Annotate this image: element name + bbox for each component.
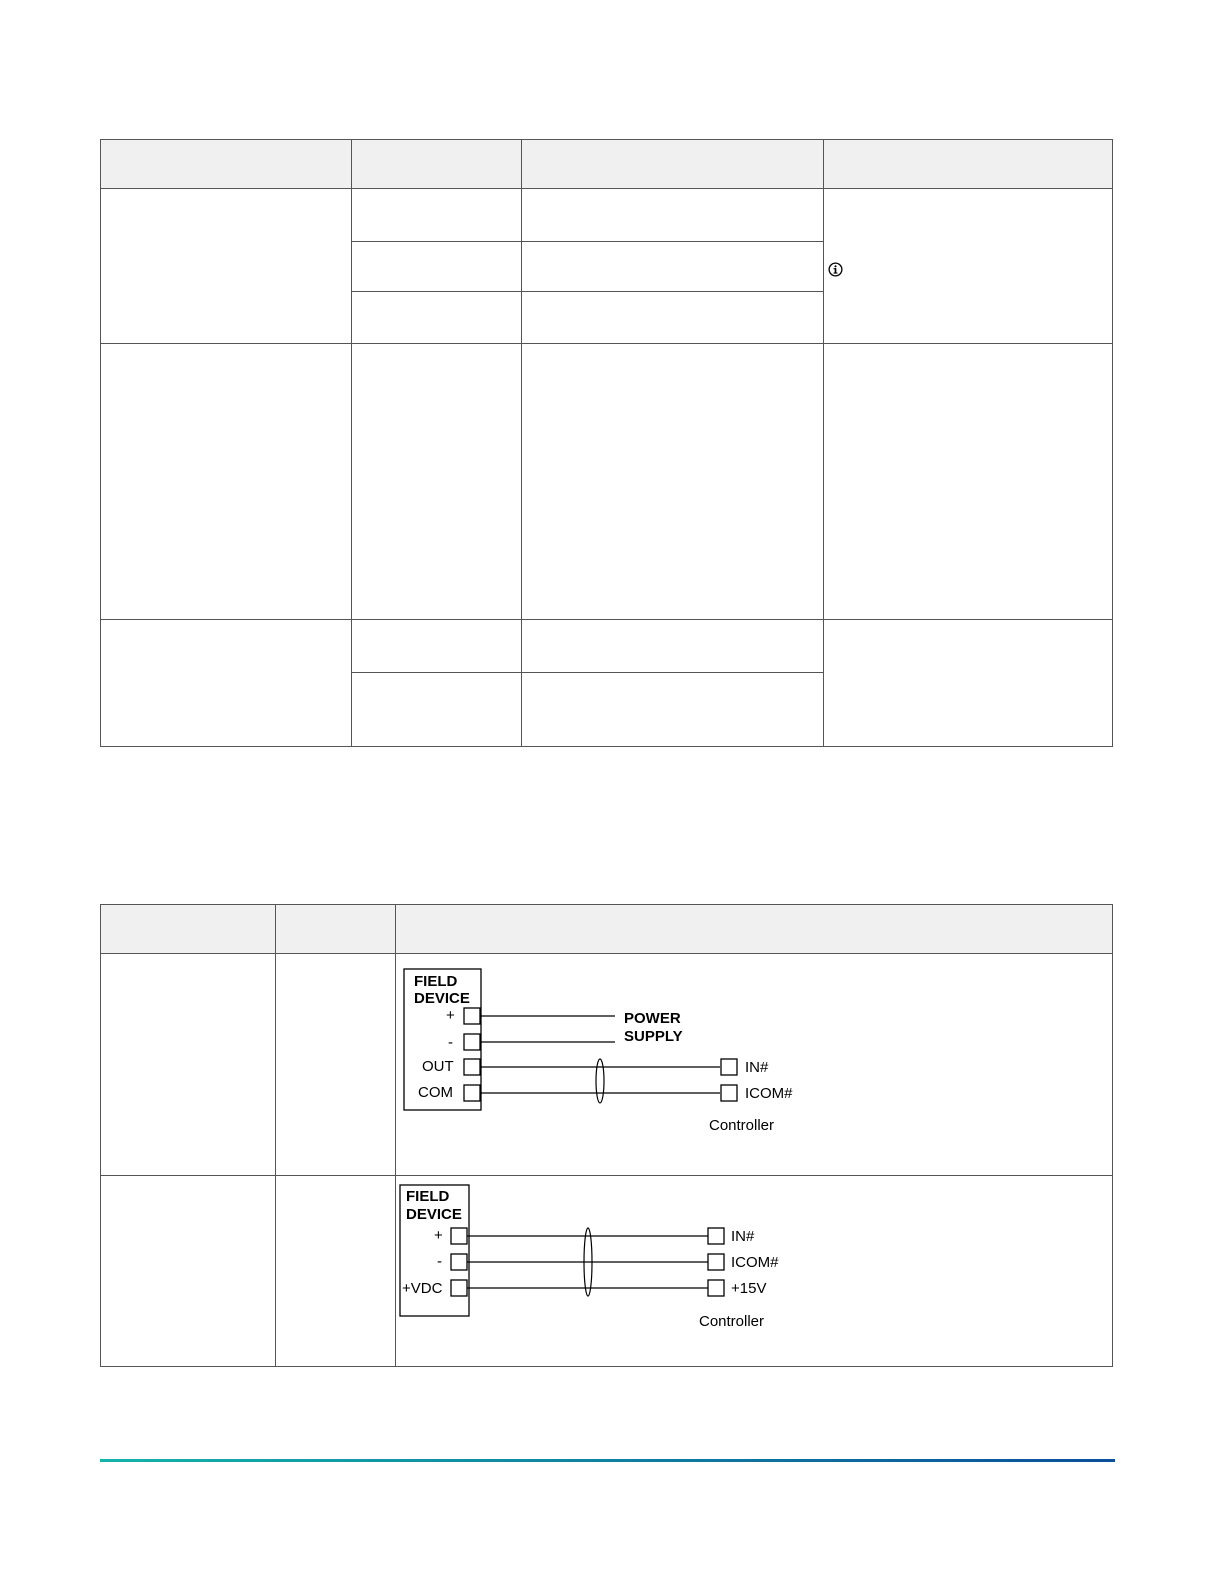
terminal-label-minus: - xyxy=(448,1034,453,1051)
terminal-label-vdc: +VDC xyxy=(402,1280,443,1297)
terminal-box xyxy=(464,1059,480,1075)
info-icon xyxy=(828,262,843,277)
footer-divider xyxy=(100,1459,1115,1462)
field-device-label-line2: DEVICE xyxy=(406,1206,462,1223)
terminal-box xyxy=(464,1034,480,1050)
terminal-label-out: OUT xyxy=(422,1058,454,1075)
terminal-label-plus: + xyxy=(446,1007,455,1024)
terminal-box xyxy=(451,1280,467,1296)
terminal-box xyxy=(451,1254,467,1270)
terminal-box xyxy=(464,1008,480,1024)
terminal-label-minus: - xyxy=(437,1253,442,1270)
field-device-label-line2: DEVICE xyxy=(414,990,470,1007)
controller-terminal-15v: +15V xyxy=(731,1280,767,1297)
controller-terminal-box xyxy=(708,1228,724,1244)
controller-terminal-box xyxy=(721,1059,737,1075)
table-1-header-row xyxy=(100,139,1113,188)
controller-terminal-icom: ICOM# xyxy=(745,1085,793,1102)
field-device-label-line1: FIELD xyxy=(406,1188,450,1205)
table-2-header-row xyxy=(100,904,1113,953)
terminal-box xyxy=(451,1228,467,1244)
controller-label: Controller xyxy=(709,1117,775,1134)
power-supply-label-line1: POWER xyxy=(624,1010,681,1027)
wiring-diagram-1 xyxy=(400,965,820,1140)
controller-terminal-icom: ICOM# xyxy=(731,1254,779,1271)
shield-ellipse xyxy=(596,1059,604,1103)
terminal-label-plus: + xyxy=(434,1227,443,1244)
controller-terminal-in: IN# xyxy=(745,1059,769,1076)
controller-terminal-box xyxy=(708,1280,724,1296)
field-device-label-line1: FIELD xyxy=(414,973,458,990)
controller-terminal-in: IN# xyxy=(731,1228,755,1245)
controller-label: Controller xyxy=(699,1313,765,1330)
terminal-box xyxy=(464,1085,480,1101)
controller-terminal-box xyxy=(721,1085,737,1101)
wiring-diagram-2 xyxy=(398,1182,818,1347)
controller-terminal-box xyxy=(708,1254,724,1270)
power-supply-label-line2: SUPPLY xyxy=(624,1028,683,1045)
terminal-label-com: COM xyxy=(418,1084,453,1101)
